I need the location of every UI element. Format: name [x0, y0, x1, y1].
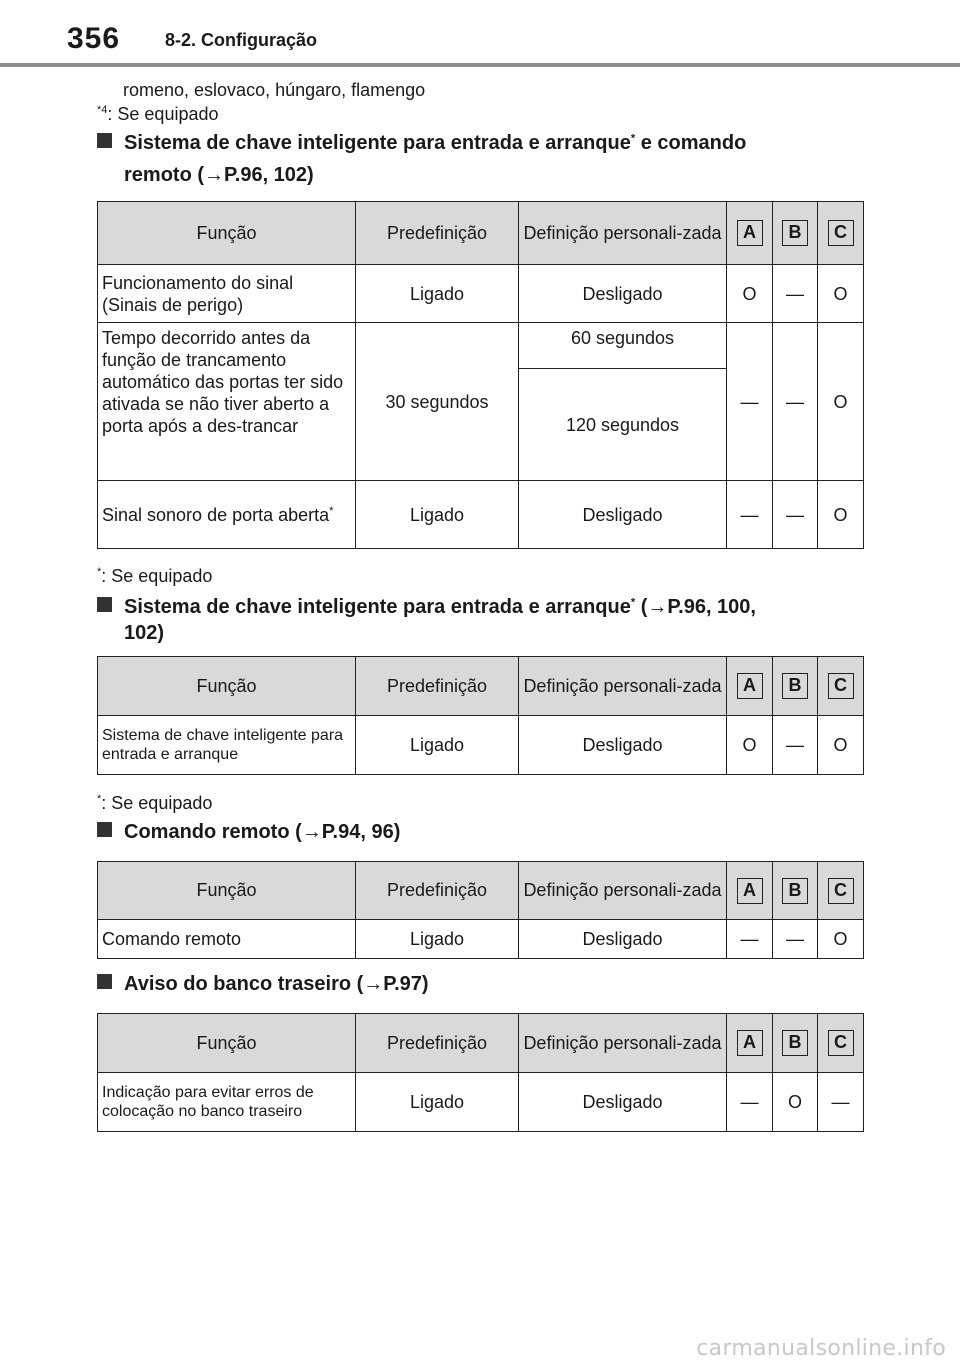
- col-c: C: [818, 202, 864, 265]
- col-funcao: Função: [98, 202, 356, 265]
- page-number: 356: [67, 22, 121, 55]
- footnote-4-text: : Se equipado: [107, 104, 219, 124]
- section1-heading: Sistema de chave inteligente para entrada e arranque* e comando remoto (→P.96, 102): [97, 127, 746, 191]
- table-row: Tempo decorrido antes da função de trancamento automático das portas ter sido ativada se não tiver aberto a porta após a des-trancar 30 segundos 60 segundos — — O: [98, 323, 864, 369]
- section4-heading: Aviso do banco traseiro (→P.97): [97, 968, 429, 1000]
- section4-table: [97, 1013, 864, 1132]
- table-header-row: Função Predefinição Definição personali-zada A B C: [98, 862, 864, 920]
- table-row: Sinal sonoro de porta aberta* Ligado Desligado — — O: [98, 481, 864, 549]
- table-row: Sistema de chave inteligente para entrada e arranque Ligado Desligado O — O: [98, 716, 864, 775]
- section2-footnote: *: Se equipado: [97, 793, 213, 813]
- continuation-text: romeno, eslovaco, húngaro, flamengo: [123, 80, 426, 100]
- section-title: 8-2. Configuração: [165, 30, 318, 50]
- bullet-square-icon: [97, 822, 112, 837]
- footnote-4: [97, 104, 219, 125]
- header-divider: [0, 63, 960, 67]
- table-header-row: Função Predefinição Definição personali-zada A B C: [98, 657, 864, 716]
- bullet-square-icon: [97, 974, 112, 989]
- page-header: [0, 0, 960, 68]
- bullet-square-icon: [97, 597, 112, 612]
- table-row: Comando remoto Ligado Desligado — — O: [98, 920, 864, 959]
- col-b: B: [773, 202, 818, 265]
- section2-table: [97, 656, 864, 775]
- section2-heading: Sistema de chave inteligente para entrada e arranque* (→P.96, 100, 102): [97, 594, 756, 646]
- watermark: carmanualsonline.info: [696, 1336, 946, 1361]
- bullet-square-icon: [97, 133, 112, 148]
- table-header-row: [98, 202, 864, 265]
- section3-table: [97, 861, 864, 959]
- footnote-4-marker: *4: [97, 104, 108, 116]
- section1-table: [97, 201, 864, 549]
- table-row: 120 segundos: [98, 369, 864, 481]
- col-definicao: Definição personali-zada: [519, 202, 727, 265]
- section1-footnote: *: Se equipado: [97, 566, 213, 586]
- table-header-row: Função Predefinição Definição personali-zada A B C: [98, 1014, 864, 1073]
- col-a: A: [727, 202, 773, 265]
- table-row: Indicação para evitar erros de colocação no banco traseiro Ligado Desligado — O —: [98, 1073, 864, 1132]
- section3-heading: Comando remoto (→P.94, 96): [97, 816, 400, 848]
- table-row: Funcionamento do sinal (Sinais de perigo) Ligado Desligado O — O: [98, 265, 864, 323]
- col-predefinicao: Predefinição: [356, 202, 519, 265]
